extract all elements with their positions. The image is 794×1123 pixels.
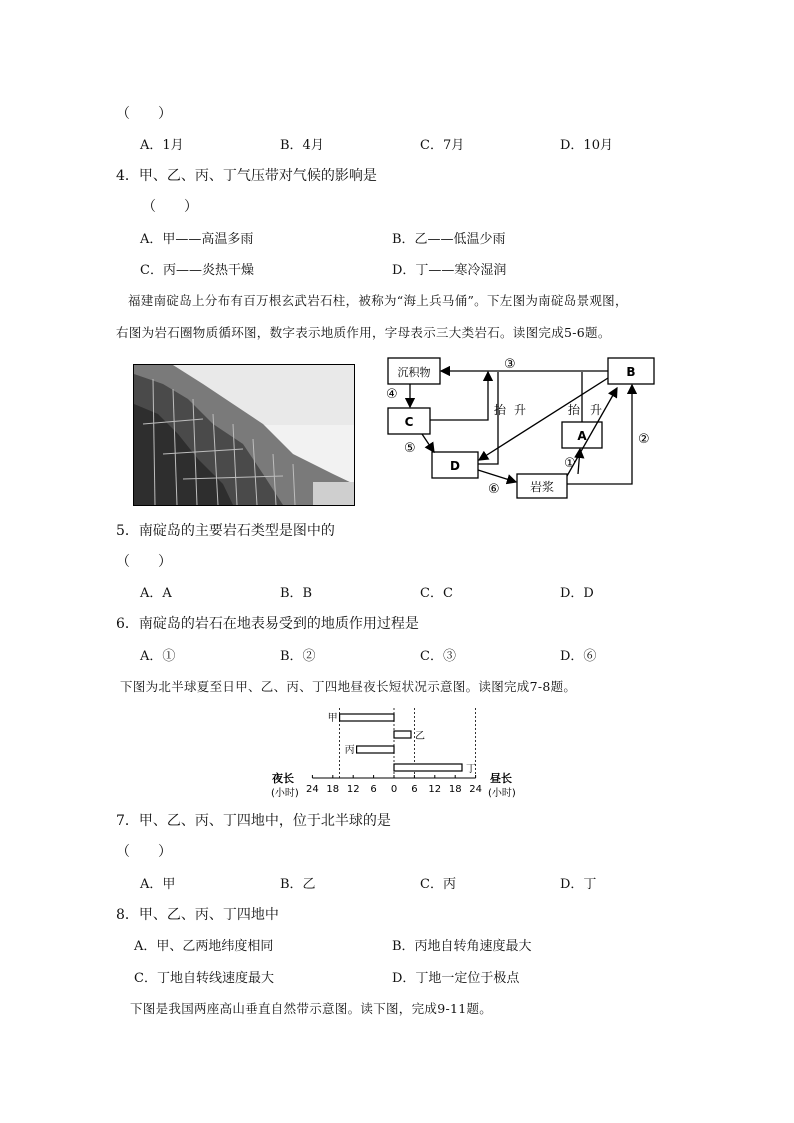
process-1: ①	[564, 456, 576, 471]
bar-day-1	[394, 731, 411, 738]
q5-stem: 5．南碇岛的主要岩石类型是图中的	[116, 523, 335, 539]
node-d: D	[450, 459, 460, 473]
q4-stem: 4．甲、乙、丙、丁气压带对气候的影响是	[116, 168, 377, 184]
uplift-label-1b: 升	[514, 403, 527, 417]
q8-option-a[interactable]: A．甲、乙两地纬度相同	[134, 939, 274, 954]
basalt-landscape-photo	[133, 364, 355, 506]
day-length-label: 昼长	[490, 772, 512, 785]
chart-tick-label: 24	[469, 784, 482, 795]
chart-tick-label: 12	[428, 784, 442, 795]
q3-paren: （ ）	[116, 106, 172, 122]
chart-tick-label: 12	[346, 784, 360, 795]
q8-option-d[interactable]: D．丁地一定位于极点	[392, 971, 520, 986]
q3-option-a[interactable]: A．1月	[140, 138, 184, 153]
intro-5-6-line1: 福建南碇岛上分布有百万根玄武岩石柱，被称为“海上兵马俑”。下左图为南碇岛景观图，	[128, 293, 628, 308]
process-5: ⑤	[404, 441, 416, 456]
q6-option-d[interactable]: D．⑥	[560, 649, 597, 664]
node-magma: 岩浆	[529, 480, 555, 494]
node-c: C	[404, 415, 414, 429]
q7-option-b[interactable]: B．乙	[280, 877, 316, 892]
process-2: ②	[638, 432, 650, 447]
q5-paren: （ ）	[116, 554, 172, 570]
q5-option-a[interactable]: A．A	[140, 586, 172, 601]
intro-5-6-line2: 右图为岩石圈物质循环图，数字表示地质作用，字母表示三大类岩石。读图完成5-6题。	[116, 325, 611, 340]
node-b: B	[626, 365, 636, 379]
q6-option-a[interactable]: A．①	[140, 649, 176, 664]
process-6: ⑥	[488, 482, 500, 497]
chart-tick-label: 24	[306, 784, 319, 795]
intro-9-11: 下图是我国两座高山垂直自然带示意图。读下图，完成9-11题。	[130, 1001, 493, 1016]
q7-option-c[interactable]: C．丙	[420, 877, 456, 892]
uplift-label-1a: 抬	[494, 403, 507, 417]
q3-option-b[interactable]: B．4月	[280, 138, 324, 153]
q3-option-c[interactable]: C．7月	[420, 138, 465, 153]
process-4: ④	[386, 387, 398, 402]
process-3: ③	[504, 357, 516, 372]
chart-tick-label: 0	[390, 784, 398, 795]
chart-tick-label: 18	[326, 784, 340, 795]
q8-option-c[interactable]: C．丁地自转线速度最大	[134, 971, 274, 986]
chart-tick-label: 6	[370, 784, 377, 795]
uplift-label-2b: 升	[590, 403, 603, 417]
chart-tick-label: 18	[448, 784, 462, 795]
q8-option-b[interactable]: B．丙地自转角速度最大	[392, 939, 532, 954]
q6-stem: 6．南碇岛的岩石在地表易受到的地质作用过程是	[116, 616, 419, 632]
q4-option-d[interactable]: D．丁——寒冷湿润	[392, 263, 507, 278]
place-label-2: 丙	[344, 745, 355, 756]
rock-cycle-diagram	[384, 352, 660, 502]
bar-night-0	[340, 714, 394, 721]
uplift-label-2a: 抬	[568, 403, 581, 417]
chart-tick-label: 6	[411, 784, 418, 795]
node-a: A	[577, 429, 587, 443]
q7-paren: （ ）	[116, 844, 172, 860]
node-sediment: 沉积物	[397, 366, 431, 379]
bar-day-3	[394, 764, 462, 771]
q3-option-d[interactable]: D．10月	[560, 138, 613, 153]
q7-stem: 7．甲、乙、丙、丁四地中，位于北半球的是	[116, 813, 391, 829]
q5-option-b[interactable]: B．B	[280, 586, 313, 601]
day-night-length-chart	[268, 704, 528, 800]
night-length-label: 夜长	[272, 772, 294, 785]
night-unit-label: (小时)	[271, 788, 299, 799]
q6-option-b[interactable]: B．②	[280, 649, 316, 664]
q7-option-d[interactable]: D．丁	[560, 877, 597, 892]
q8-stem: 8．甲、乙、丙、丁四地中	[116, 907, 279, 923]
intro-7-8: 下图为北半球夏至日甲、乙、丙、丁四地昼夜长短状况示意图。读图完成7-8题。	[120, 679, 577, 694]
q6-option-c[interactable]: C．③	[420, 649, 456, 664]
place-label-3: 丁	[466, 764, 476, 775]
q4-option-c[interactable]: C．丙——炎热干燥	[140, 263, 254, 278]
q4-paren: （ ）	[142, 199, 198, 215]
q5-option-c[interactable]: C．C	[420, 586, 453, 601]
place-label-0: 甲	[327, 713, 338, 724]
bar-night-2	[357, 746, 394, 753]
day-unit-label: (小时)	[488, 788, 516, 799]
q4-option-a[interactable]: A．甲——高温多雨	[140, 232, 254, 247]
q7-option-a[interactable]: A．甲	[140, 877, 176, 892]
q4-option-b[interactable]: B．乙——低温少雨	[392, 232, 506, 247]
q5-option-d[interactable]: D．D	[560, 586, 594, 601]
place-label-1: 乙	[415, 731, 425, 742]
